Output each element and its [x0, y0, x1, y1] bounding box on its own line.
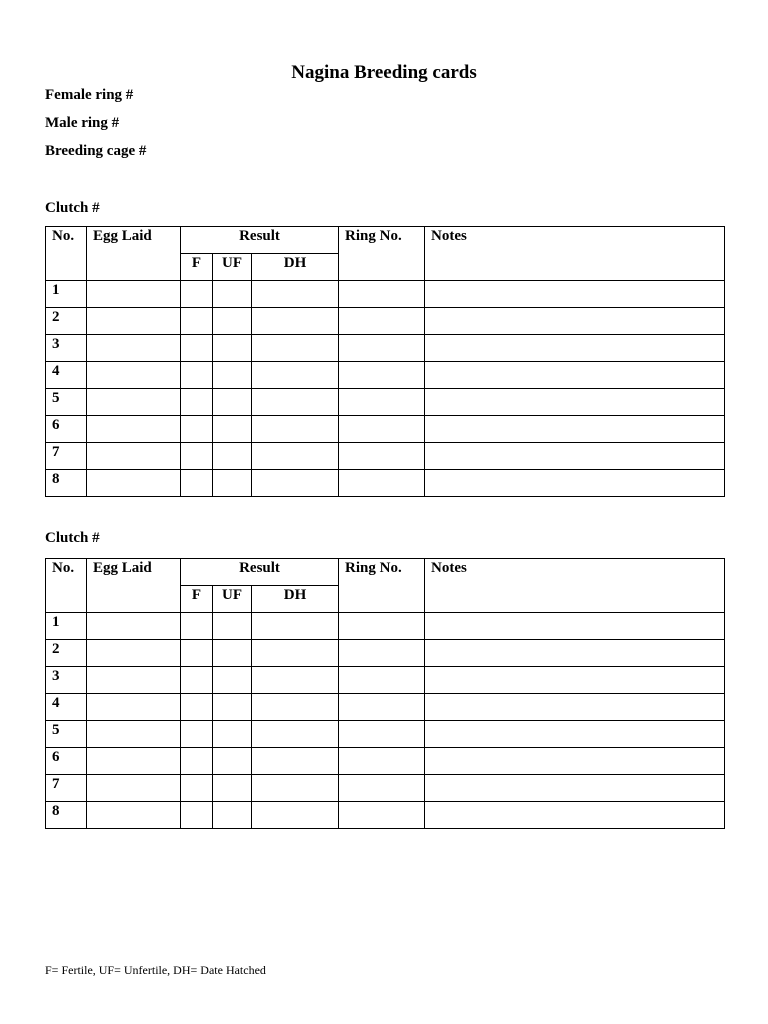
- unfertile-cell[interactable]: [213, 335, 252, 362]
- fertile-cell[interactable]: [181, 308, 213, 335]
- egg-laid-cell[interactable]: [87, 470, 181, 497]
- row-number: 4: [46, 694, 87, 721]
- notes-cell[interactable]: [425, 721, 725, 748]
- header-f: F: [181, 586, 213, 613]
- row-number: 8: [46, 802, 87, 829]
- notes-cell[interactable]: [425, 389, 725, 416]
- fertile-cell[interactable]: [181, 389, 213, 416]
- egg-laid-cell[interactable]: [87, 721, 181, 748]
- female-ring-field: Female ring #: [45, 87, 134, 103]
- ring-no-cell[interactable]: [339, 389, 425, 416]
- header-dh: DH: [252, 254, 339, 281]
- ring-no-cell[interactable]: [339, 694, 425, 721]
- notes-cell[interactable]: [425, 362, 725, 389]
- notes-cell[interactable]: [425, 470, 725, 497]
- header-no: No.: [46, 559, 87, 613]
- row-number: 5: [46, 389, 87, 416]
- fertile-cell[interactable]: [181, 362, 213, 389]
- unfertile-cell[interactable]: [213, 281, 252, 308]
- ring-no-cell[interactable]: [339, 335, 425, 362]
- fertile-cell[interactable]: [181, 613, 213, 640]
- date-hatched-cell[interactable]: [252, 748, 339, 775]
- table-row: [46, 470, 725, 497]
- date-hatched-cell[interactable]: [252, 308, 339, 335]
- row-number: 3: [46, 667, 87, 694]
- unfertile-cell[interactable]: [213, 362, 252, 389]
- header-notes: Notes: [425, 559, 725, 613]
- header-uf: UF: [213, 254, 252, 281]
- date-hatched-cell[interactable]: [252, 802, 339, 829]
- table-row: [46, 694, 725, 721]
- unfertile-cell[interactable]: [213, 667, 252, 694]
- egg-laid-cell[interactable]: [87, 308, 181, 335]
- fertile-cell[interactable]: [181, 281, 213, 308]
- ring-no-cell[interactable]: [339, 443, 425, 470]
- ring-no-cell[interactable]: [339, 613, 425, 640]
- notes-cell[interactable]: [425, 775, 725, 802]
- header-dh: DH: [252, 586, 339, 613]
- row-number: 6: [46, 416, 87, 443]
- row-number: 5: [46, 721, 87, 748]
- unfertile-cell[interactable]: [213, 613, 252, 640]
- egg-laid-cell[interactable]: [87, 802, 181, 829]
- egg-laid-cell[interactable]: [87, 416, 181, 443]
- male-ring-field: Male ring #: [45, 115, 120, 131]
- header-notes: Notes: [425, 227, 725, 281]
- unfertile-cell[interactable]: [213, 694, 252, 721]
- row-number: 3: [46, 335, 87, 362]
- table-row: [46, 721, 725, 748]
- header-egg-laid: Egg Laid: [87, 559, 181, 613]
- notes-cell[interactable]: [425, 281, 725, 308]
- unfertile-cell[interactable]: [213, 389, 252, 416]
- row-number: 1: [46, 281, 87, 308]
- table-row: [46, 389, 725, 416]
- unfertile-cell[interactable]: [213, 721, 252, 748]
- ring-no-cell[interactable]: [339, 748, 425, 775]
- date-hatched-cell[interactable]: [252, 721, 339, 748]
- fertile-cell[interactable]: [181, 416, 213, 443]
- egg-laid-cell[interactable]: [87, 389, 181, 416]
- egg-laid-cell[interactable]: [87, 694, 181, 721]
- unfertile-cell[interactable]: [213, 470, 252, 497]
- unfertile-cell[interactable]: [213, 416, 252, 443]
- ring-no-cell[interactable]: [339, 308, 425, 335]
- ring-no-cell[interactable]: [339, 470, 425, 497]
- date-hatched-cell[interactable]: [252, 667, 339, 694]
- fertile-cell[interactable]: [181, 443, 213, 470]
- egg-laid-cell[interactable]: [87, 443, 181, 470]
- ring-no-cell[interactable]: [339, 416, 425, 443]
- notes-cell[interactable]: [425, 308, 725, 335]
- header-egg-laid: Egg Laid: [87, 227, 181, 281]
- notes-cell[interactable]: [425, 748, 725, 775]
- fertile-cell[interactable]: [181, 335, 213, 362]
- date-hatched-cell[interactable]: [252, 613, 339, 640]
- page-title: Nagina Breeding cards: [291, 62, 477, 83]
- unfertile-cell[interactable]: [213, 748, 252, 775]
- ring-no-cell[interactable]: [339, 721, 425, 748]
- table-row: [46, 802, 725, 829]
- fertile-cell[interactable]: [181, 470, 213, 497]
- egg-laid-cell[interactable]: [87, 640, 181, 667]
- legend-footnote: F= Fertile, UF= Unfertile, DH= Date Hatched: [45, 963, 266, 977]
- table-row: [46, 443, 725, 470]
- ring-no-cell[interactable]: [339, 802, 425, 829]
- egg-laid-cell[interactable]: [87, 775, 181, 802]
- table-row: [46, 416, 725, 443]
- clutch-label: Clutch #: [45, 200, 100, 216]
- row-number: 7: [46, 775, 87, 802]
- unfertile-cell[interactable]: [213, 775, 252, 802]
- fertile-cell[interactable]: [181, 802, 213, 829]
- notes-cell[interactable]: [425, 613, 725, 640]
- egg-laid-cell[interactable]: [87, 748, 181, 775]
- egg-laid-cell[interactable]: [87, 281, 181, 308]
- row-number: 6: [46, 748, 87, 775]
- egg-laid-cell[interactable]: [87, 335, 181, 362]
- row-number: 1: [46, 613, 87, 640]
- notes-cell[interactable]: [425, 802, 725, 829]
- unfertile-cell[interactable]: [213, 443, 252, 470]
- header-result: Result: [181, 227, 339, 254]
- date-hatched-cell[interactable]: [252, 362, 339, 389]
- fertile-cell[interactable]: [181, 748, 213, 775]
- header-no: No.: [46, 227, 87, 281]
- fertile-cell[interactable]: [181, 640, 213, 667]
- table-row: [46, 748, 725, 775]
- breeding-cage-field: Breeding cage #: [45, 143, 147, 159]
- fertile-cell[interactable]: [181, 694, 213, 721]
- header-ring-no: Ring No.: [339, 559, 425, 613]
- notes-cell[interactable]: [425, 694, 725, 721]
- clutch-table: [45, 226, 725, 497]
- header-ring-no: Ring No.: [339, 227, 425, 281]
- ring-no-cell[interactable]: [339, 640, 425, 667]
- table-row: [46, 775, 725, 802]
- ring-no-cell[interactable]: [339, 362, 425, 389]
- date-hatched-cell[interactable]: [252, 640, 339, 667]
- table-row: [46, 308, 725, 335]
- table-row: [46, 335, 725, 362]
- egg-laid-cell[interactable]: [87, 362, 181, 389]
- clutch-table: [45, 558, 725, 829]
- ring-no-cell[interactable]: [339, 281, 425, 308]
- notes-cell[interactable]: [425, 443, 725, 470]
- table-row: [46, 613, 725, 640]
- date-hatched-cell[interactable]: [252, 389, 339, 416]
- ring-no-cell[interactable]: [339, 775, 425, 802]
- notes-cell[interactable]: [425, 335, 725, 362]
- notes-cell[interactable]: [425, 667, 725, 694]
- date-hatched-cell[interactable]: [252, 416, 339, 443]
- date-hatched-cell[interactable]: [252, 775, 339, 802]
- unfertile-cell[interactable]: [213, 308, 252, 335]
- header-f: F: [181, 254, 213, 281]
- row-number: 8: [46, 470, 87, 497]
- table-row: [46, 281, 725, 308]
- table-row: [46, 362, 725, 389]
- egg-laid-cell[interactable]: [87, 667, 181, 694]
- unfertile-cell[interactable]: [213, 640, 252, 667]
- fertile-cell[interactable]: [181, 721, 213, 748]
- date-hatched-cell[interactable]: [252, 470, 339, 497]
- header-uf: UF: [213, 586, 252, 613]
- table-row: [46, 667, 725, 694]
- date-hatched-cell[interactable]: [252, 443, 339, 470]
- notes-cell[interactable]: [425, 640, 725, 667]
- date-hatched-cell[interactable]: [252, 694, 339, 721]
- notes-cell[interactable]: [425, 416, 725, 443]
- date-hatched-cell[interactable]: [252, 281, 339, 308]
- date-hatched-cell[interactable]: [252, 335, 339, 362]
- unfertile-cell[interactable]: [213, 802, 252, 829]
- row-number: 2: [46, 640, 87, 667]
- table-row: [46, 640, 725, 667]
- fertile-cell[interactable]: [181, 667, 213, 694]
- clutch-label: Clutch #: [45, 530, 100, 546]
- ring-no-cell[interactable]: [339, 667, 425, 694]
- row-number: 7: [46, 443, 87, 470]
- row-number: 2: [46, 308, 87, 335]
- row-number: 4: [46, 362, 87, 389]
- fertile-cell[interactable]: [181, 775, 213, 802]
- header-result: Result: [181, 559, 339, 586]
- egg-laid-cell[interactable]: [87, 613, 181, 640]
